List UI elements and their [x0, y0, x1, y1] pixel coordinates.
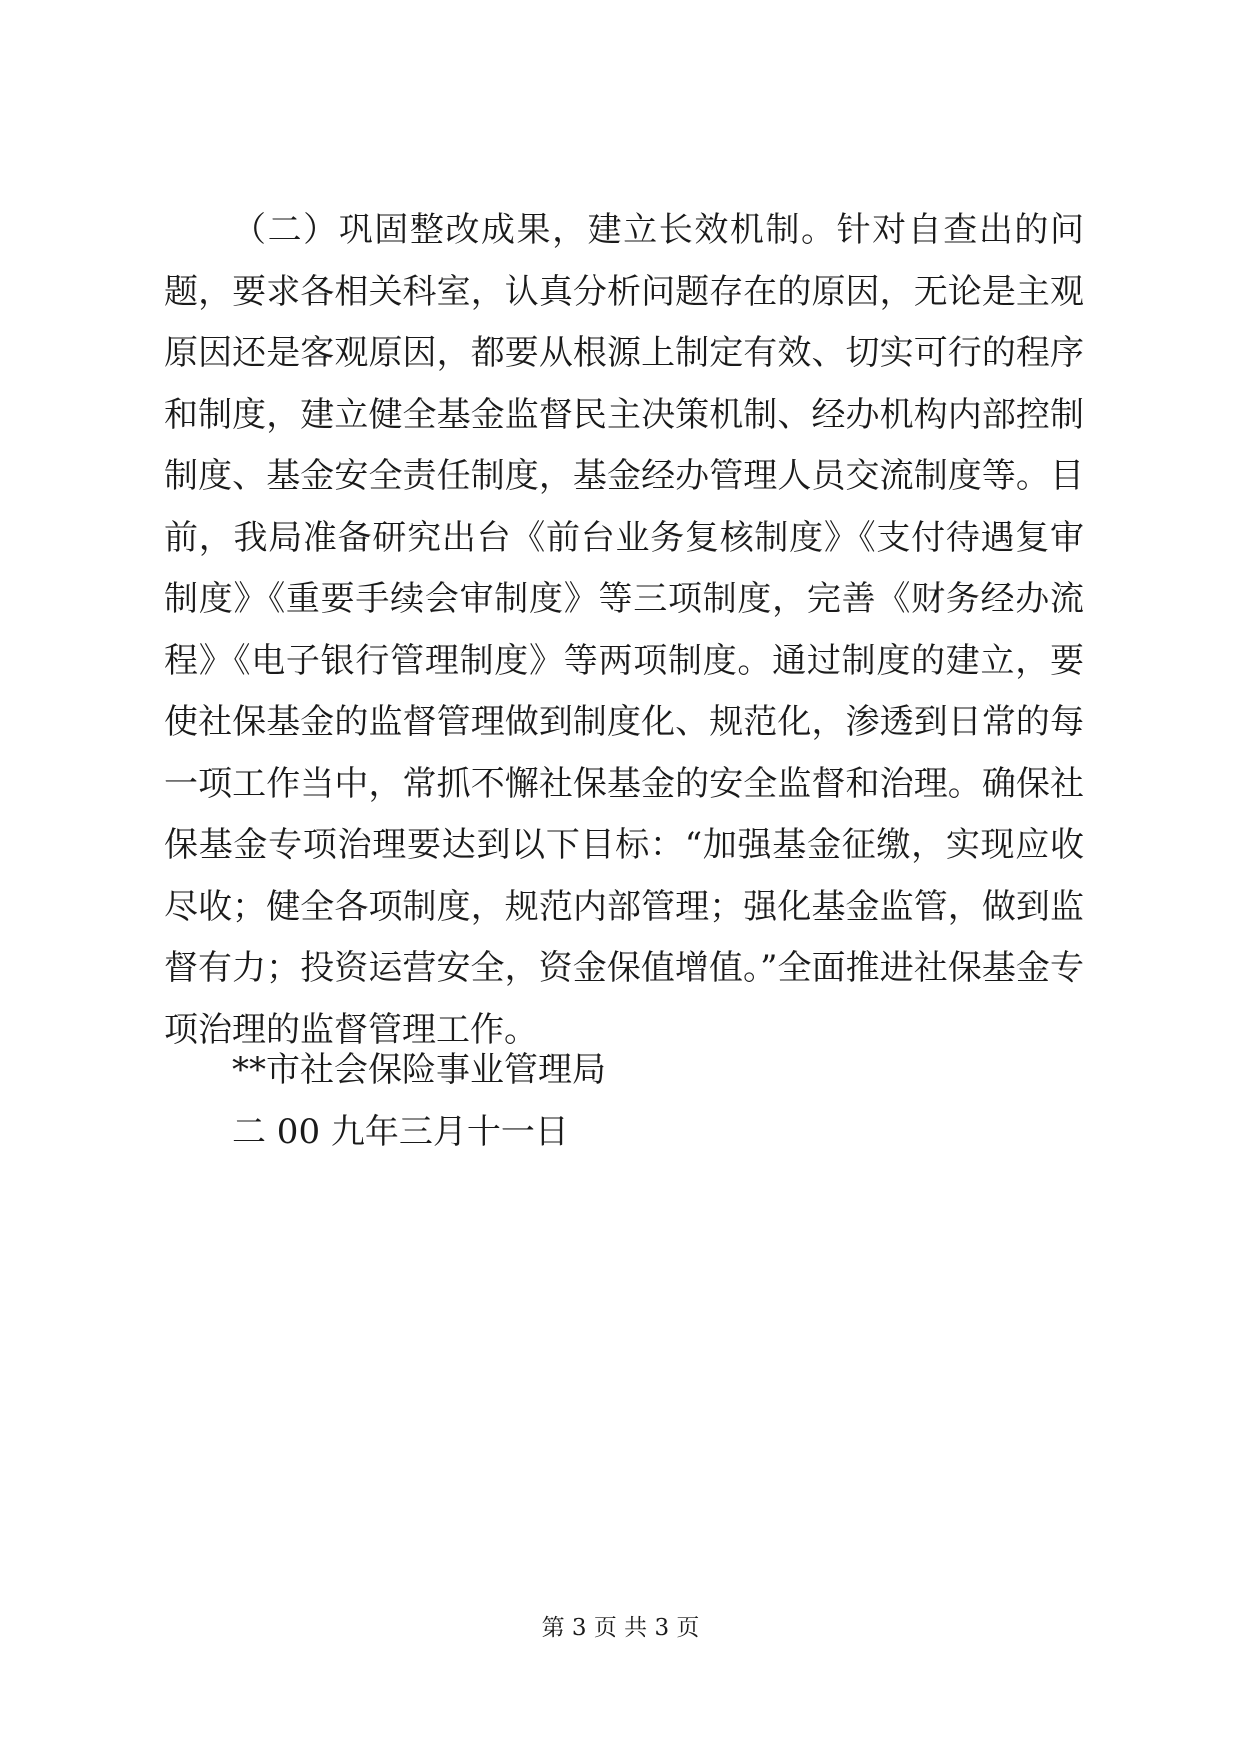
issuer-signature: **市社会保险事业管理局 — [232, 1050, 606, 1090]
issue-date: 二 00 九年三月十一日 — [232, 1112, 569, 1152]
document-body — [164, 200, 1084, 1061]
page-footer: 第 3 页 共 3 页 — [541, 1615, 700, 1641]
body-paragraph: （二）巩固整改成果，建立长效机制。针对自查出的问题，要求各相关科室，认真分析问题存在的原因，无论是主观原因还是客观原因，都要从根源上制定有效、切实可行的程序和制度，建立健全基金监督民主决策机制、经办机构内部控制制度、基金安全责任制度，基金经办管理人员交流制度等。目前，我局准备研究出台《前台业务复核制度》《支付待遇复审制度》《重要手续会审制度》等三项制度，完善《财务经办流程》《电子银行管理制度》等两项制度。通过制度的建立，要使社保基金的监督管理做到制度化、规范化，渗透到日常的每一项工作当中，常抓不懈社保基金的安全监督和治理。确保社保基金专项治理要达到以下目标：“加强基金征缴，实现应收尽收；健全各项制度，规范内部管理；强化基金监管，做到监督有力；投资运营安全，资金保值增值。”全面推进社保基金专项治理的监督管理工作。 — [164, 210, 1084, 1050]
